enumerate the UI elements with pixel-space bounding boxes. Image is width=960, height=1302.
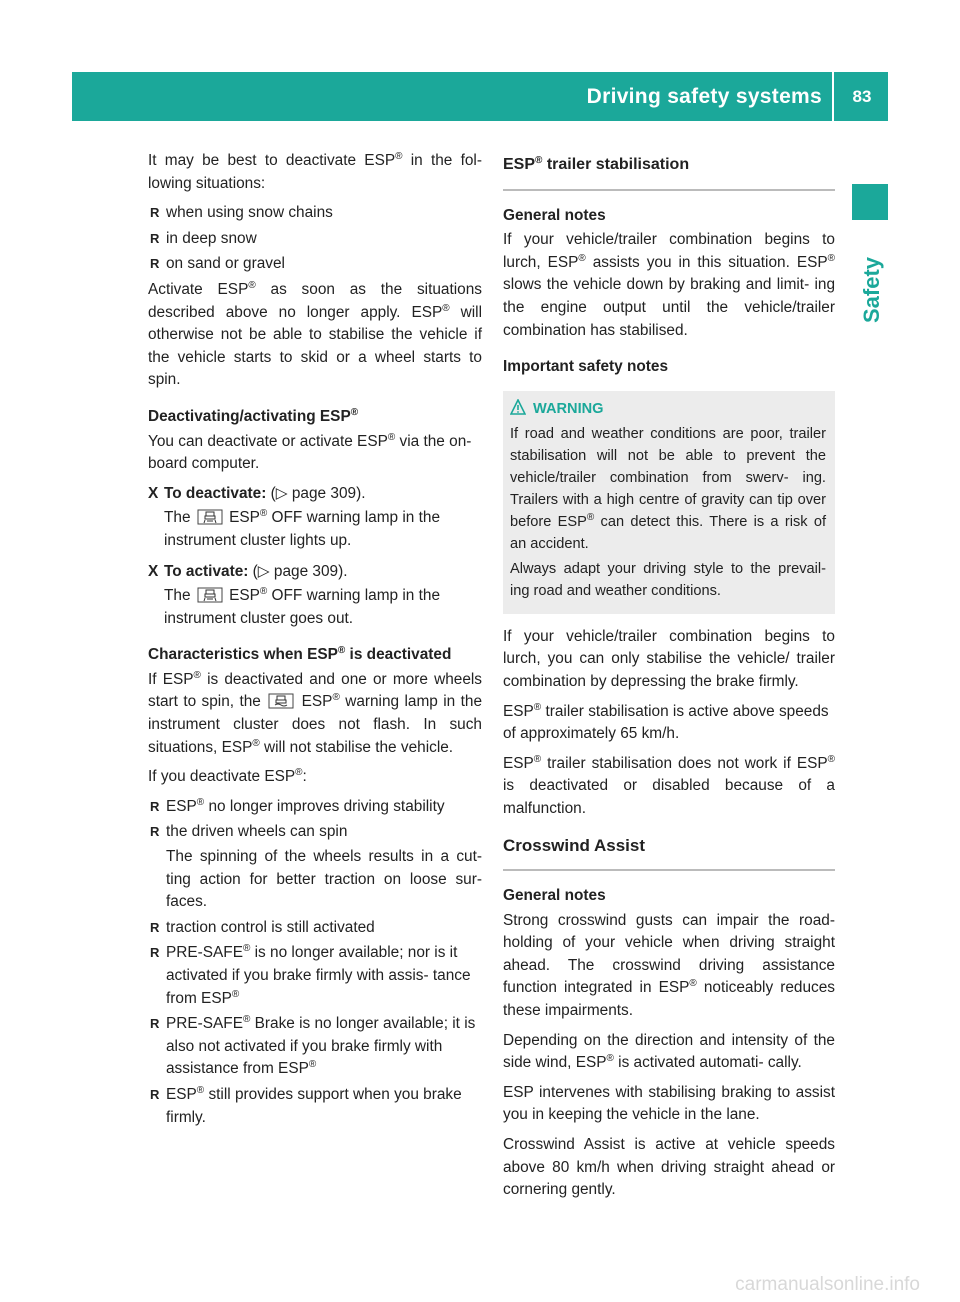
right-column [503,150,835,1209]
deactivate-intro: If you deactivate ESP®: [148,767,307,786]
esp-intervenes-paragraph: ESP intervenes with stabilising braking to assist you in keeping the vehicle in the lane. [503,1083,835,1124]
list-item: R traction control is still activated [150,918,375,936]
list-item: R on sand or gravel [150,255,285,273]
activate-paragraph: Activate ESP® as soon as the situations described above no longer apply. ESP® will otherwise not be able to stabilise the vehicle if the vehicle starts to skid or a wheel starts to spin. [148,279,483,389]
warning-advice: Always adapt your driving style to the prevail- ing road and weather conditions. [510,560,826,599]
step-activate: X To activate: (▷ page 309). The ESP® OFF warning lamp in the instrument cluster goes out. [148,562,441,627]
esp-warning-icon [268,693,294,709]
list-item: R when using snow chains [150,204,333,222]
side-tab-label: Safety [859,256,884,324]
left-column [148,150,482,1132]
heading-crosswind-assist: Crosswind Assist [503,835,835,872]
heading-characteristics: Characteristics when ESP® is deactivated [148,645,452,664]
warning-heading: WARNING [510,398,826,420]
header-divider [832,72,834,121]
esp-off-icon [197,587,223,603]
section-title: Driving safety systems [586,85,822,108]
heading-important-safety-notes: Important safety notes [503,358,669,376]
list-item: R PRE-SAFE® Brake is no longer available; it is also not activated if you brake firmly with assistance from ESP® [150,1014,476,1078]
step-deactivate: X To deactivate: (▷ page 309). The ESP® OFF warning lamp in the instrument cluster lights up. [148,484,441,549]
list-item: R ESP® no longer improves driving stability [150,796,445,815]
heading-trailer-stabilisation: ESP® trailer stabilisation [503,154,835,191]
crosswind-paragraph: Strong crosswind gusts can impair the road- holding of your vehicle when driving straight ahead. The crosswind driving assistance function integrated in ESP® noticeably reduces these impairments. [503,911,835,1020]
page-link[interactable]: (▷ page 309). [266,484,366,502]
page-link[interactable]: (▷ page 309). [248,562,348,580]
speed-paragraph: ESP® trailer stabilisation is active above speeds of approximately 65 km/h. [503,701,829,743]
list-item: R in deep snow [150,229,257,247]
heading-general-notes: General notes [503,887,606,905]
list-item: R the driven wheels can spin The spinning of the wheels results in a cut- ting action for better traction on loose sur- faces. [148,821,482,913]
list-item-detail: The spinning of the wheels results in a cut- ting action for better traction on loose sur- faces. [166,848,482,911]
heading-deactivating: Deactivating/activating ESP® [148,406,359,425]
malfunction-paragraph: ESP® trailer stabilisation does not work if ESP® is deactivated or disabled because of a malfunction. [503,753,835,817]
esp-off-icon [197,509,223,525]
header-bar [72,72,888,121]
warning-text: If road and weather conditions are poor, trailer stabilisation will not be able to prevent the vehicle/trailer combination from swerv- ing. Trailers with a high centre of gravity can tip over before ESP® can detect this. There is a risk of an accident. [510,425,826,552]
watermark: carmanualsonline.info [735,1274,920,1295]
onboard-paragraph: You can deactivate or activate ESP® via the on-board computer. [148,431,472,473]
page-number: 83 [852,87,872,106]
heading-general-notes: General notes [503,206,606,224]
characteristics-paragraph: If ESP® is deactivated and one or more wheels start to spin, the ESP® warning lamp in the instrument cluster does not flash. In such situations, ESP® will not stabilise the vehicle. [148,669,483,756]
trailer-paragraph: If your vehicle/trailer combination begins to lurch, ESP® assists you in this situation. ESP® slows the vehicle down by braking and limit- ing the engine output until the vehicle/trailer combination has stabilised. [503,231,835,339]
warning-box [503,391,835,614]
warning-triangle-icon [510,399,526,416]
side-wind-paragraph: Depending on the direction and intensity of the side wind, ESP® is activated automati- cally. [503,1031,835,1072]
crosswind-speed-paragraph: Crosswind Assist is active at vehicle speeds above 80 km/h when driving straight ahead or cornering gently. [503,1136,835,1199]
brake-paragraph: If your vehicle/trailer combination begins to lurch, you can only stabilise the vehicle/ trailer combination by depressing the brake firmly. [503,627,835,690]
side-tab-marker [852,184,888,220]
list-item: R PRE-SAFE® is no longer available; nor is it activated if you brake firmly with assis- tance from ESP® [150,943,471,1007]
list-item: R ESP® still provides support when you brake firmly. [150,1084,462,1126]
intro-paragraph: It may be best to deactivate ESP® in the fol- lowing situations: [148,151,482,192]
